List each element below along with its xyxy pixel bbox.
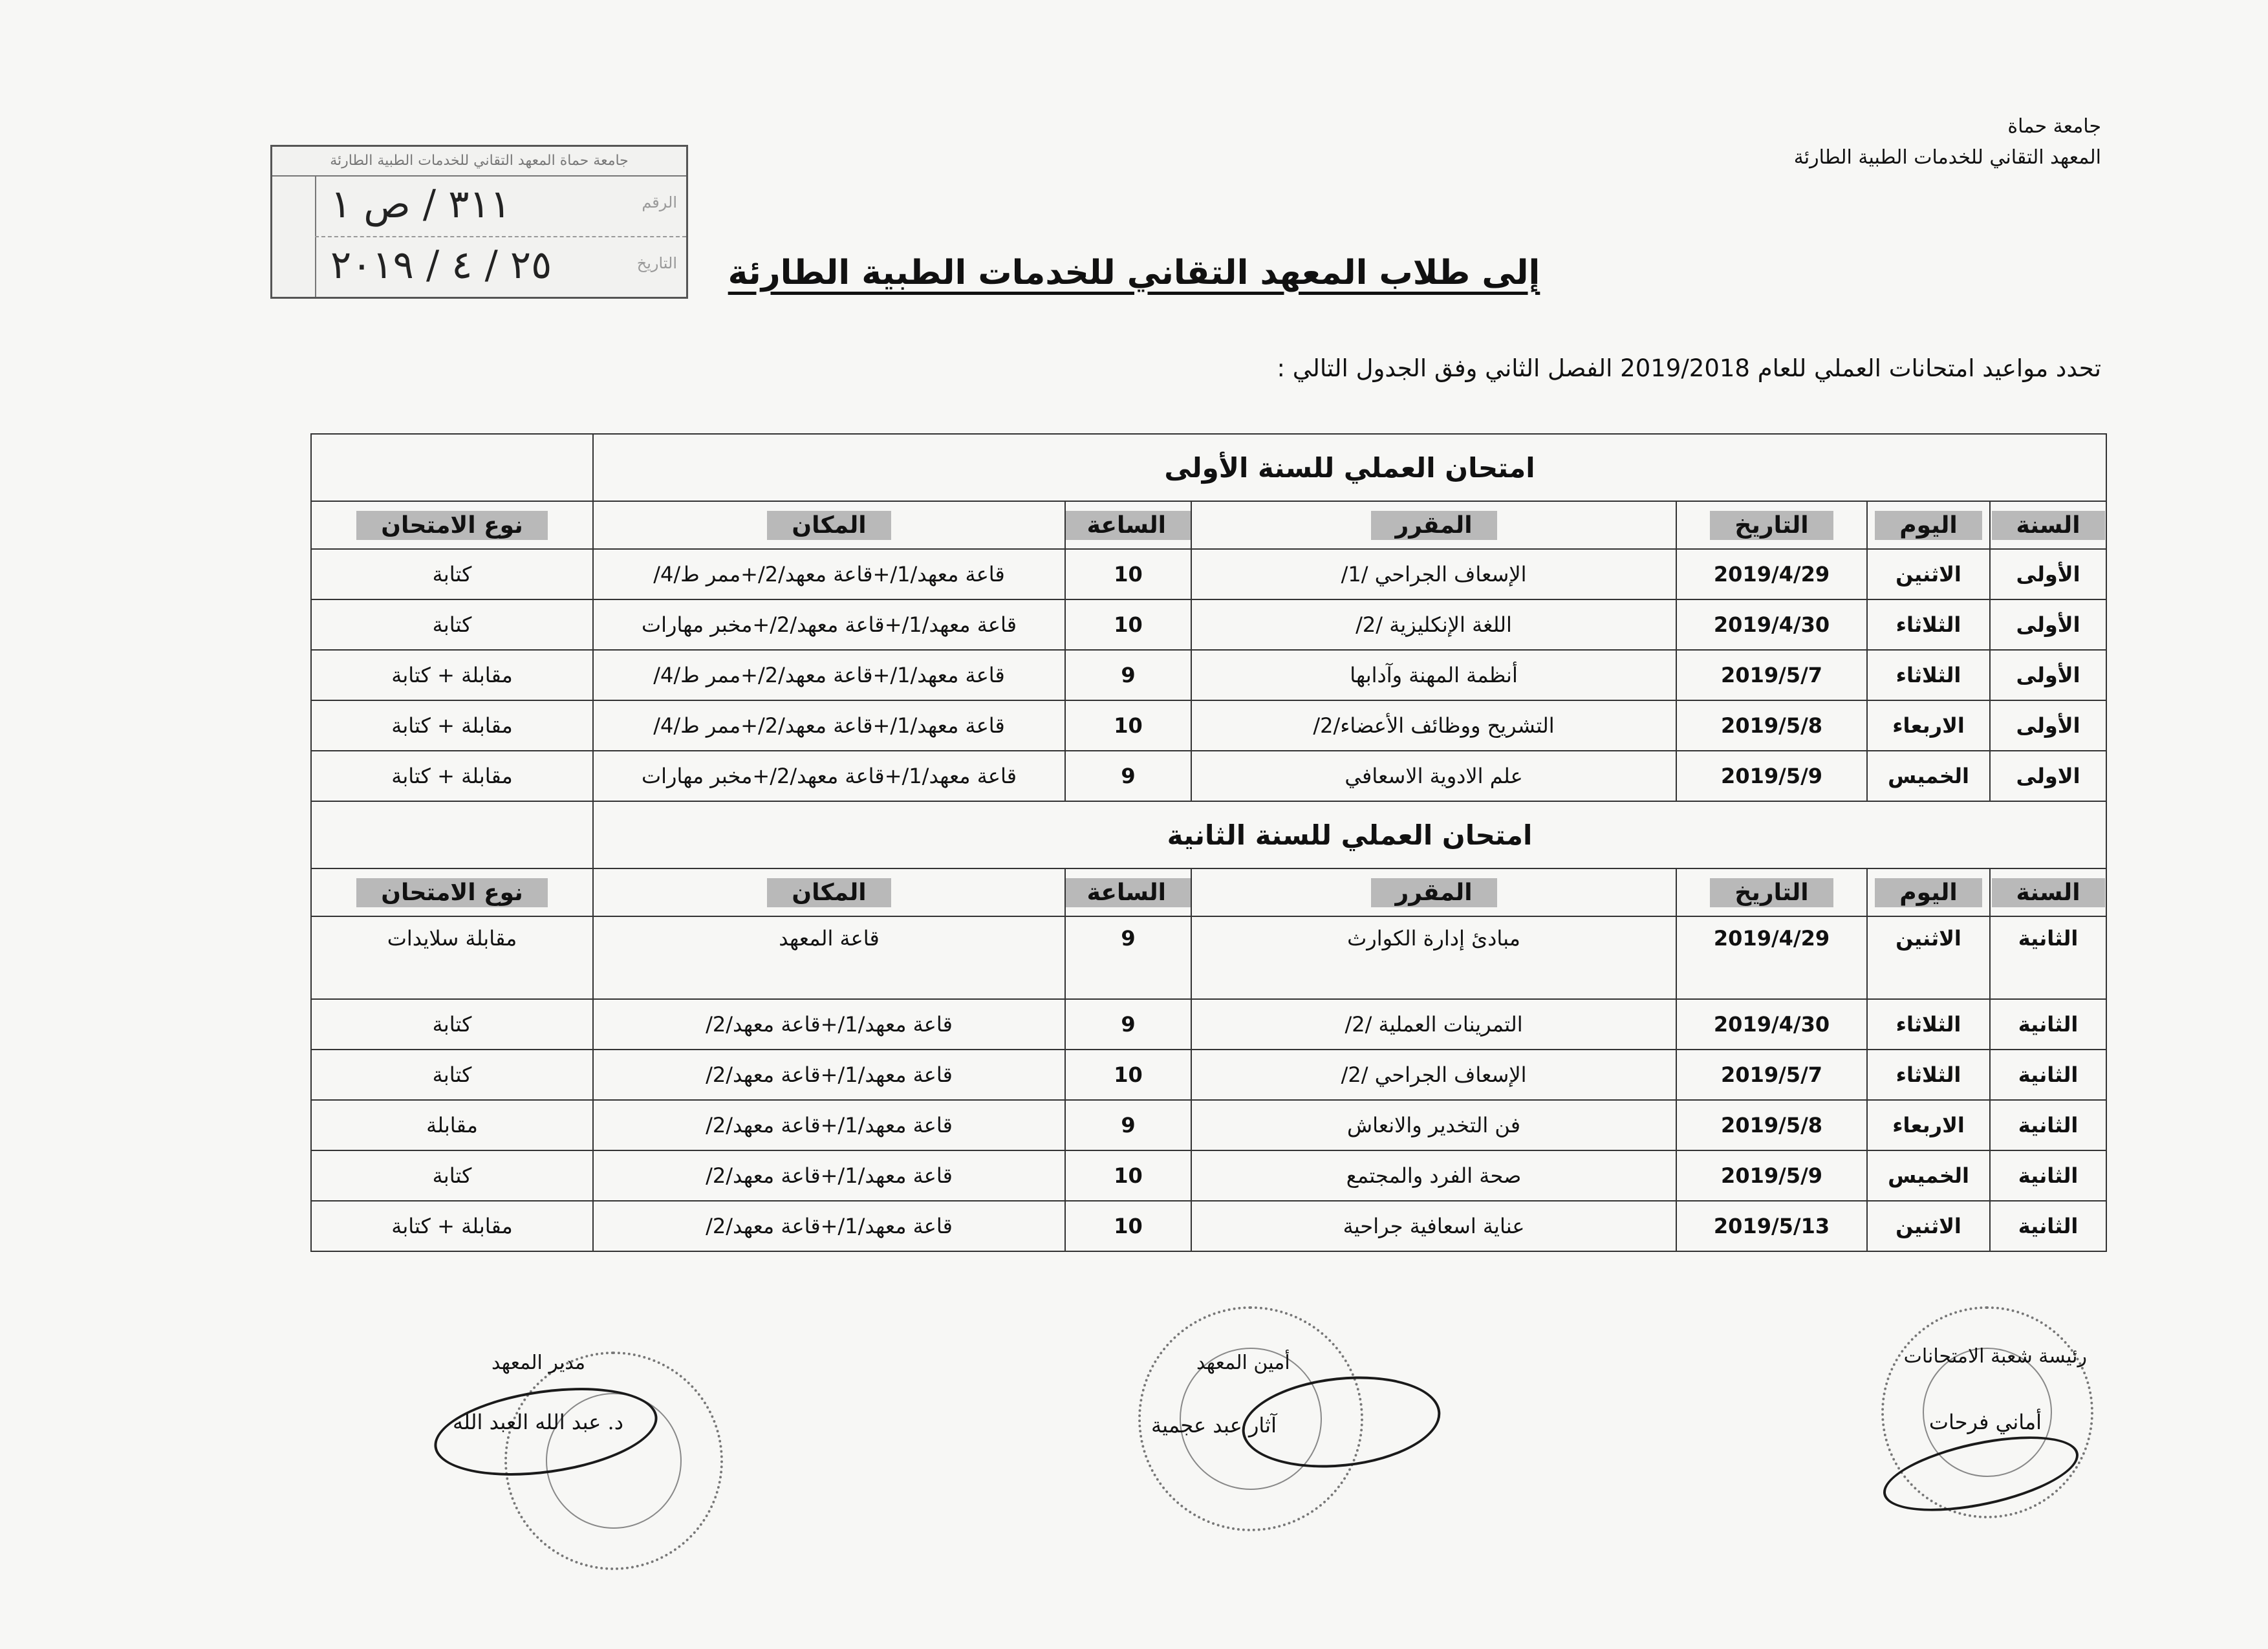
column-header-row bbox=[311, 501, 2106, 549]
reference-number-value: ٣١١ / ص ١ bbox=[330, 182, 511, 227]
cell-hour: 10 bbox=[1065, 549, 1191, 599]
cell-hour: 9 bbox=[1065, 1100, 1191, 1150]
cell-course: عناية اسعافية جراحية bbox=[1191, 1201, 1676, 1251]
cell-course: فن التخدير والانعاش bbox=[1191, 1100, 1676, 1150]
table-row bbox=[311, 1050, 2106, 1100]
cell-course: صحة الفرد والمجتمع bbox=[1191, 1150, 1676, 1201]
cell-year: الثانية bbox=[1990, 999, 2106, 1050]
cell-type: مقابلة + كتابة bbox=[311, 1201, 593, 1251]
column-header-label: المكان bbox=[767, 878, 891, 907]
column-header-year bbox=[1990, 868, 2106, 916]
cell-hour: 10 bbox=[1065, 1050, 1191, 1100]
cell-day: الثلاثاء bbox=[1867, 599, 1990, 650]
column-header-course bbox=[1191, 868, 1676, 916]
column-header-label: التاريخ bbox=[1710, 511, 1833, 540]
cell-place: قاعة معهد/1/+قاعة معهد/2/ bbox=[593, 999, 1065, 1050]
cell-date: 2019/5/8 bbox=[1676, 1100, 1867, 1150]
column-header-hour bbox=[1065, 868, 1191, 916]
table-row bbox=[311, 1201, 2106, 1251]
signature-title-secretary: أمين المعهد bbox=[1196, 1352, 1290, 1374]
institute-name: المعهد التقاني للخدمات الطبية الطارئة bbox=[1793, 146, 2101, 169]
cell-day: الاثنين bbox=[1867, 916, 1990, 999]
cell-year: الثانية bbox=[1990, 1100, 2106, 1150]
cell-day: الثلاثاء bbox=[1867, 999, 1990, 1050]
cell-place: قاعة معهد/1/+قاعة معهد/2/+مخبر مهارات bbox=[593, 751, 1065, 801]
cell-day: الاربعاء bbox=[1867, 1100, 1990, 1150]
signature-block-director bbox=[427, 1339, 737, 1571]
signature-name-secretary: آثار عبد عجمية bbox=[1151, 1413, 1277, 1438]
signature-name-director: د. عبد الله العبد الله bbox=[453, 1410, 623, 1434]
column-header-place bbox=[593, 868, 1065, 916]
cell-date: 2019/5/9 bbox=[1676, 751, 1867, 801]
cell-date: 2019/5/7 bbox=[1676, 1050, 1867, 1100]
cell-type: مقابلة + كتابة bbox=[311, 700, 593, 751]
cell-year: الثانية bbox=[1990, 916, 2106, 999]
column-header-label: المقرر bbox=[1371, 511, 1497, 540]
cell-type: مقابلة سلايدات bbox=[311, 916, 593, 999]
cell-type: مقابلة + كتابة bbox=[311, 650, 593, 700]
cell-date: 2019/5/7 bbox=[1676, 650, 1867, 700]
column-header-day bbox=[1867, 868, 1990, 916]
cell-year: الثانية bbox=[1990, 1201, 2106, 1251]
table-row bbox=[311, 751, 2106, 801]
table-row bbox=[311, 650, 2106, 700]
cell-type: كتابة bbox=[311, 999, 593, 1050]
reference-date-label: التاريخ bbox=[636, 254, 677, 272]
cell-place: قاعة معهد/1/+قاعة معهد/2/+ممر ط/4/ bbox=[593, 700, 1065, 751]
cell-type: كتابة bbox=[311, 599, 593, 650]
signature-block-exams bbox=[1783, 1306, 2119, 1539]
signature-block-secretary bbox=[1125, 1300, 1436, 1533]
section-title-blank-cell bbox=[311, 801, 593, 868]
section-title-blank-cell bbox=[311, 434, 593, 501]
exam-schedule-body bbox=[311, 434, 2106, 1251]
signature-title-exams: رئيسة شعبة الامتحانات bbox=[1903, 1345, 2087, 1368]
cell-course: مبادئ إدارة الكوارث bbox=[1191, 916, 1676, 999]
letterhead bbox=[1794, 111, 2101, 173]
column-header-day bbox=[1867, 501, 1990, 549]
column-header-label: الساعة bbox=[1065, 878, 1191, 907]
cell-year: الأولى bbox=[1990, 700, 2106, 751]
cell-date: 2019/5/8 bbox=[1676, 700, 1867, 751]
cell-course: الإسعاف الجراحي /2/ bbox=[1191, 1050, 1676, 1100]
cell-hour: 9 bbox=[1065, 650, 1191, 700]
cell-place: قاعة معهد/1/+قاعة معهد/2/+ممر ط/4/ bbox=[593, 549, 1065, 599]
cell-day: الثلاثاء bbox=[1867, 1050, 1990, 1100]
cell-date: 2019/4/29 bbox=[1676, 916, 1867, 999]
cell-year: الثانية bbox=[1990, 1050, 2106, 1100]
cell-year: الأولى bbox=[1990, 650, 2106, 700]
signature-name-exams: أماني فرحات bbox=[1928, 1410, 2042, 1434]
cell-date: 2019/4/29 bbox=[1676, 549, 1867, 599]
column-header-hour bbox=[1065, 501, 1191, 549]
cell-date: 2019/4/30 bbox=[1676, 999, 1867, 1050]
reference-number-label: الرقم bbox=[642, 193, 677, 211]
table-row bbox=[311, 999, 2106, 1050]
table-row bbox=[311, 700, 2106, 751]
cell-year: الأولى bbox=[1990, 549, 2106, 599]
cell-day: الخميس bbox=[1867, 1150, 1990, 1201]
table-row bbox=[311, 916, 2106, 999]
cell-hour: 10 bbox=[1065, 1201, 1191, 1251]
cell-hour: 9 bbox=[1065, 916, 1191, 999]
document-title: إلى طلاب المعهد التقاني للخدمات الطبية الطارئة bbox=[728, 253, 1540, 292]
cell-day: الخميس bbox=[1867, 751, 1990, 801]
cell-course: التمرينات العملية /2/ bbox=[1191, 999, 1676, 1050]
column-header-label: نوع الامتحان bbox=[356, 878, 548, 907]
cell-course: التشريح ووظائف الأعضاء/2/ bbox=[1191, 700, 1676, 751]
university-name: جامعة حماة bbox=[2007, 115, 2101, 138]
cell-hour: 10 bbox=[1065, 599, 1191, 650]
reference-number-row bbox=[315, 175, 686, 237]
section-title: امتحان العملي للسنة الثانية bbox=[593, 801, 2106, 868]
section-title-row bbox=[311, 801, 2106, 868]
column-header-place bbox=[593, 501, 1065, 549]
column-header-date bbox=[1676, 868, 1867, 916]
exam-schedule-table bbox=[310, 433, 2107, 1252]
cell-course: أنظمة المهنة وآدابها bbox=[1191, 650, 1676, 700]
cell-year: الأولى bbox=[1990, 599, 2106, 650]
cell-type: مقابلة + كتابة bbox=[311, 751, 593, 801]
table-row bbox=[311, 549, 2106, 599]
cell-place: قاعة معهد/1/+قاعة معهد/2/ bbox=[593, 1100, 1065, 1150]
reference-stamp-heading: جامعة حماة المعهد التقاني للخدمات الطبية الطارئة bbox=[272, 147, 686, 177]
cell-course: اللغة الإنكليزية /2/ bbox=[1191, 599, 1676, 650]
cell-date: 2019/4/30 bbox=[1676, 599, 1867, 650]
cell-day: الاثنين bbox=[1867, 1201, 1990, 1251]
column-header-year bbox=[1990, 501, 2106, 549]
column-header-course bbox=[1191, 501, 1676, 549]
column-header-exam-type bbox=[311, 868, 593, 916]
cell-place: قاعة معهد/1/+قاعة معهد/2/+ممر ط/4/ bbox=[593, 650, 1065, 700]
column-header-label: اليوم bbox=[1875, 878, 1982, 907]
table-row bbox=[311, 599, 2106, 650]
cell-type: كتابة bbox=[311, 549, 593, 599]
cell-type: كتابة bbox=[311, 1050, 593, 1100]
column-header-label: السنة bbox=[1992, 511, 2105, 540]
cell-hour: 9 bbox=[1065, 751, 1191, 801]
cell-year: الاولى bbox=[1990, 751, 2106, 801]
signature-title-director: مدير المعهد bbox=[491, 1352, 586, 1374]
table-row bbox=[311, 1150, 2106, 1201]
cell-hour: 9 bbox=[1065, 999, 1191, 1050]
cell-place: قاعة معهد/1/+قاعة معهد/2/+مخبر مهارات bbox=[593, 599, 1065, 650]
cell-day: الاثنين bbox=[1867, 549, 1990, 599]
intro-text: تحدد مواعيد امتحانات العملي للعام 2019/2018 الفصل الثاني وفق الجدول التالي : bbox=[1277, 354, 2101, 382]
cell-year: الثانية bbox=[1990, 1150, 2106, 1201]
cell-place: قاعة معهد/1/+قاعة معهد/2/ bbox=[593, 1150, 1065, 1201]
cell-day: الثلاثاء bbox=[1867, 650, 1990, 700]
section-title: امتحان العملي للسنة الأولى bbox=[593, 434, 2106, 501]
cell-type: مقابلة bbox=[311, 1100, 593, 1150]
column-header-label: المقرر bbox=[1371, 878, 1497, 907]
cell-hour: 10 bbox=[1065, 700, 1191, 751]
cell-course: الإسعاف الجراحي /1/ bbox=[1191, 549, 1676, 599]
column-header-label: السنة bbox=[1992, 878, 2105, 907]
cell-type: كتابة bbox=[311, 1150, 593, 1201]
cell-hour: 10 bbox=[1065, 1150, 1191, 1201]
cell-course: علم الادوية الاسعافي bbox=[1191, 751, 1676, 801]
column-header-label: نوع الامتحان bbox=[356, 511, 548, 540]
cell-place: قاعة معهد/1/+قاعة معهد/2/ bbox=[593, 1050, 1065, 1100]
column-header-label: المكان bbox=[767, 511, 891, 540]
cell-place: قاعة معهد/1/+قاعة معهد/2/ bbox=[593, 1201, 1065, 1251]
column-header-row bbox=[311, 868, 2106, 916]
table-row bbox=[311, 1100, 2106, 1150]
cell-day: الاربعاء bbox=[1867, 700, 1990, 751]
column-header-exam-type bbox=[311, 501, 593, 549]
column-header-label: اليوم bbox=[1875, 511, 1982, 540]
column-header-label: التاريخ bbox=[1710, 878, 1833, 907]
cell-date: 2019/5/13 bbox=[1676, 1201, 1867, 1251]
reference-date-value: ٢٥ / ٤ / ٢٠١٩ bbox=[330, 242, 552, 288]
cell-date: 2019/5/9 bbox=[1676, 1150, 1867, 1201]
section-title-row bbox=[311, 434, 2106, 501]
column-header-date bbox=[1676, 501, 1867, 549]
column-header-label: الساعة bbox=[1065, 511, 1191, 540]
cell-place: قاعة المعهد bbox=[593, 916, 1065, 999]
